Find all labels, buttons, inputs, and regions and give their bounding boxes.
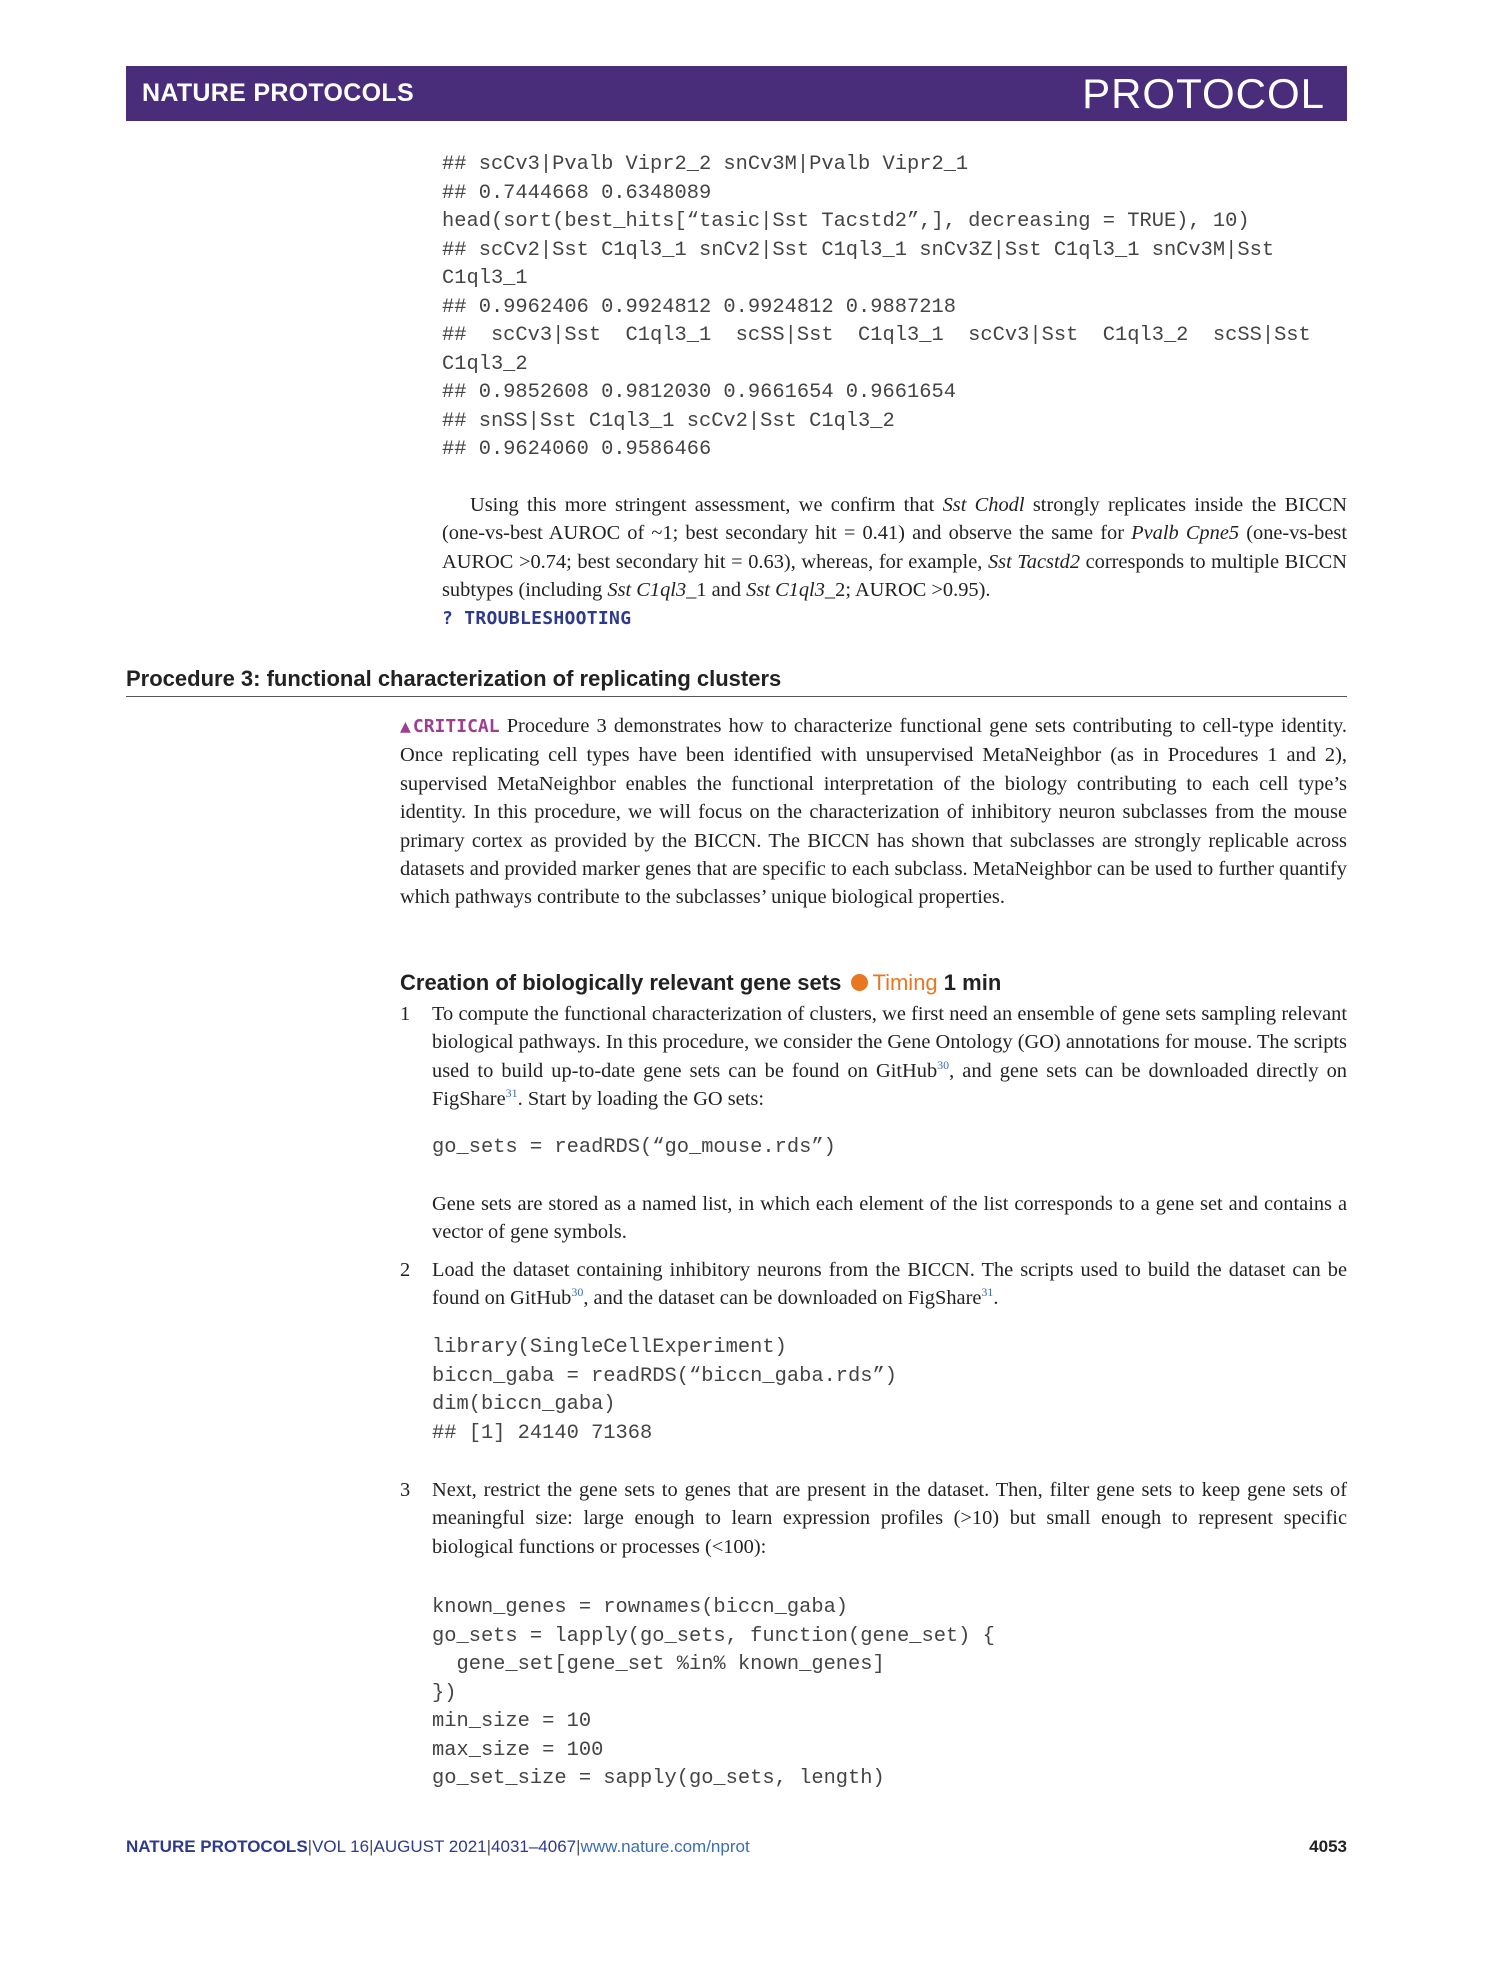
text-run: To compute the functional characterization of clusters, we first need an ensemble of gene sets sampling relevant biological pathways. In this procedure, we consider the Gene Ontology (GO) annotations for mouse. The scripts used to build up-to-date gene sets can be found on GitHub — [432, 1003, 1347, 1082]
code-line: ## snSS|Sst C1ql3_1 scCv2|Sst C1ql3_2 — [442, 409, 895, 433]
timing-label: Timing — [872, 970, 938, 995]
code-line: ## 0.7444668 0.6348089 — [442, 181, 712, 205]
page-number: 4053 — [1309, 1837, 1347, 1856]
critical-text: Procedure 3 demonstrates how to characterize functional gene sets contributing to cell-type identity. Once replicating cell types have been identified with unsupervised MetaNeighbor (as in Procedures 1 and 2), supervised MetaNeighbor enables the functional interpretation of the biology contributing to each cell type’s identity. In this procedure, we will focus on the characterization of inhibitory neuron subclasses from the mouse primary cortex as provided by the BICCN. The BICCN has shown that subclasses are strongly replicable across datasets and provided marker genes that are specific to each subclass. MetaNeighbor can be used to further quantify which pathways contribute to the subclasses’ unique biological properties. — [400, 715, 1347, 909]
code-line: go_sets = readRDS(“go_mouse.rds”) — [432, 1136, 836, 1159]
journal-name: NATURE PROTOCOLS — [142, 79, 414, 107]
code-line: ## scCv2|Sst C1ql3_1 snCv2|Sst C1ql3_1 snCv3Z|Sst C1ql3_1 snCv3M|Sst — [442, 238, 1275, 262]
timing-value: 1 min — [943, 970, 1002, 995]
text-run: Using this more stringent assessment, we confirm that — [470, 494, 943, 516]
step-1-note: Gene sets are stored as a named list, in which each element of the list corresponds to a gene set and contains a vector of gene symbols. — [432, 1193, 1347, 1244]
code-line: biccn_gaba = readRDS(“biccn_gaba.rds”) — [432, 1364, 897, 1388]
code-line: C1ql3_2 — [442, 352, 528, 376]
code-line: ## scCv3|Pvalb Vipr2_2 snCv3M|Pvalb Vipr2_1 — [442, 153, 969, 176]
section-title: Procedure 3: functional characterization of replicating clusters — [126, 666, 1347, 697]
footer-volume: VOL 16 — [312, 1837, 370, 1856]
page-footer: NATURE PROTOCOLS|VOL 16|AUGUST 2021|4031–4067|www.nature.com/nprot 4053 — [126, 1837, 1347, 1856]
code-line: go_sets = lapply(go_sets, function(gene_set) { — [432, 1624, 995, 1648]
footer-date: AUGUST 2021 — [373, 1837, 487, 1856]
critical-label: ▲CRITICAL — [400, 716, 500, 737]
assessment-paragraph — [442, 491, 1347, 633]
procedure-step-2 — [400, 1256, 1347, 1313]
code-line: go_set_size = sapply(go_sets, length) — [432, 1767, 885, 1790]
code-output-block — [442, 151, 1311, 465]
text-run: (one-vs-best AUROC >0.74; best secondary hit = 0.63), whereas, for example, — [442, 522, 1347, 573]
text-run: Load the dataset containing inhibitory neurons from the BICCN. The scripts used to build the dataset can be found on GitHub — [432, 1259, 1347, 1310]
article-type: PROTOCOL — [1082, 70, 1325, 117]
footer-pages: 4031–4067 — [491, 1837, 577, 1856]
code-line: ## [1] 24140 71368 — [432, 1421, 653, 1445]
text-run: _1 and — [686, 579, 747, 602]
gene-name: Sst Chodl — [942, 494, 1025, 516]
code-line: min_size = 10 — [432, 1710, 592, 1733]
code-line: ## 0.9624060 0.9586466 — [442, 438, 712, 461]
text-run: , and gene sets can be downloaded directly on FigShare — [432, 1059, 1347, 1111]
text-run: strongly replicates inside the BICCN (one-vs-best AUROC of ~1; best secondary hit = 0.41) and observe the same for — [442, 494, 1347, 545]
timing-icon — [851, 974, 868, 991]
text-run: corresponds to multiple BICCN subtypes (including — [442, 550, 1347, 602]
code-line: max_size = 100 — [432, 1738, 604, 1762]
gene-name: Sst C1ql3 — [607, 579, 687, 602]
code-block — [432, 1134, 836, 1163]
step-number: 2 — [400, 1259, 411, 1281]
gene-name: Pvalb Cpne5 — [1131, 522, 1240, 545]
journal-banner — [126, 66, 1347, 121]
code-line: ## 0.9962406 0.9924812 0.9924812 0.9887218 — [442, 295, 956, 319]
reference-link[interactable]: 30 — [571, 1285, 584, 1300]
footer-journal: NATURE PROTOCOLS — [126, 1837, 308, 1856]
subsection-title-text: Creation of biologically relevant gene sets — [400, 970, 842, 995]
code-block — [432, 1334, 897, 1448]
procedure-step-1 — [400, 1000, 1347, 1114]
step-body: Next, restrict the gene sets to genes that are present in the dataset. Then, filter gene sets to keep gene sets of meaningful size: large enough to learn expression profiles (>10) but small enough to represent specific biological functions or processes (<100): — [432, 1479, 1347, 1558]
reference-link[interactable]: 31 — [505, 1086, 518, 1101]
procedure-step-3 — [400, 1476, 1347, 1561]
code-line: gene_set[gene_set %in% known_genes] — [432, 1653, 885, 1676]
code-line: ## scCv3|Sst C1ql3_1 scSS|Sst C1ql3_1 scCv3|Sst C1ql3_2 scSS|Sst — [442, 324, 1311, 347]
code-line: dim(biccn_gaba) — [432, 1393, 616, 1416]
reference-link[interactable]: 30 — [937, 1058, 950, 1073]
step-number: 1 — [400, 1003, 411, 1025]
code-line: known_genes = rownames(biccn_gaba) — [432, 1596, 849, 1619]
text-run: . — [993, 1287, 999, 1310]
gene-name: Sst C1ql3 — [746, 579, 825, 602]
text-run: _2; AUROC >0.95). — [824, 579, 991, 602]
step-body — [432, 1000, 1347, 1114]
code-block — [432, 1594, 995, 1794]
code-line: C1ql3_1 — [442, 267, 528, 290]
footer-url-link[interactable]: www.nature.com/nprot — [580, 1837, 750, 1856]
reference-link[interactable]: 31 — [981, 1285, 994, 1300]
code-line: head(sort(best_hits[“tasic|Sst Tacstd2”,], decreasing = TRUE), 10) — [442, 210, 1250, 233]
text-run: , and the dataset can be downloaded on FigShare — [583, 1287, 982, 1310]
troubleshooting-link[interactable]: ? TROUBLESHOOTING — [442, 607, 632, 629]
gene-name: Sst Tacstd2 — [987, 550, 1081, 573]
critical-paragraph — [400, 712, 1347, 912]
step-body — [432, 1256, 1347, 1313]
subsection-title — [400, 970, 1001, 996]
code-line: }) — [432, 1681, 457, 1705]
step-number: 3 — [400, 1479, 411, 1501]
code-line: ## 0.9852608 0.9812030 0.9661654 0.9661654 — [442, 381, 956, 404]
text-run: . Start by loading the GO sets: — [517, 1088, 765, 1111]
code-line: library(SingleCellExperiment) — [432, 1336, 787, 1359]
